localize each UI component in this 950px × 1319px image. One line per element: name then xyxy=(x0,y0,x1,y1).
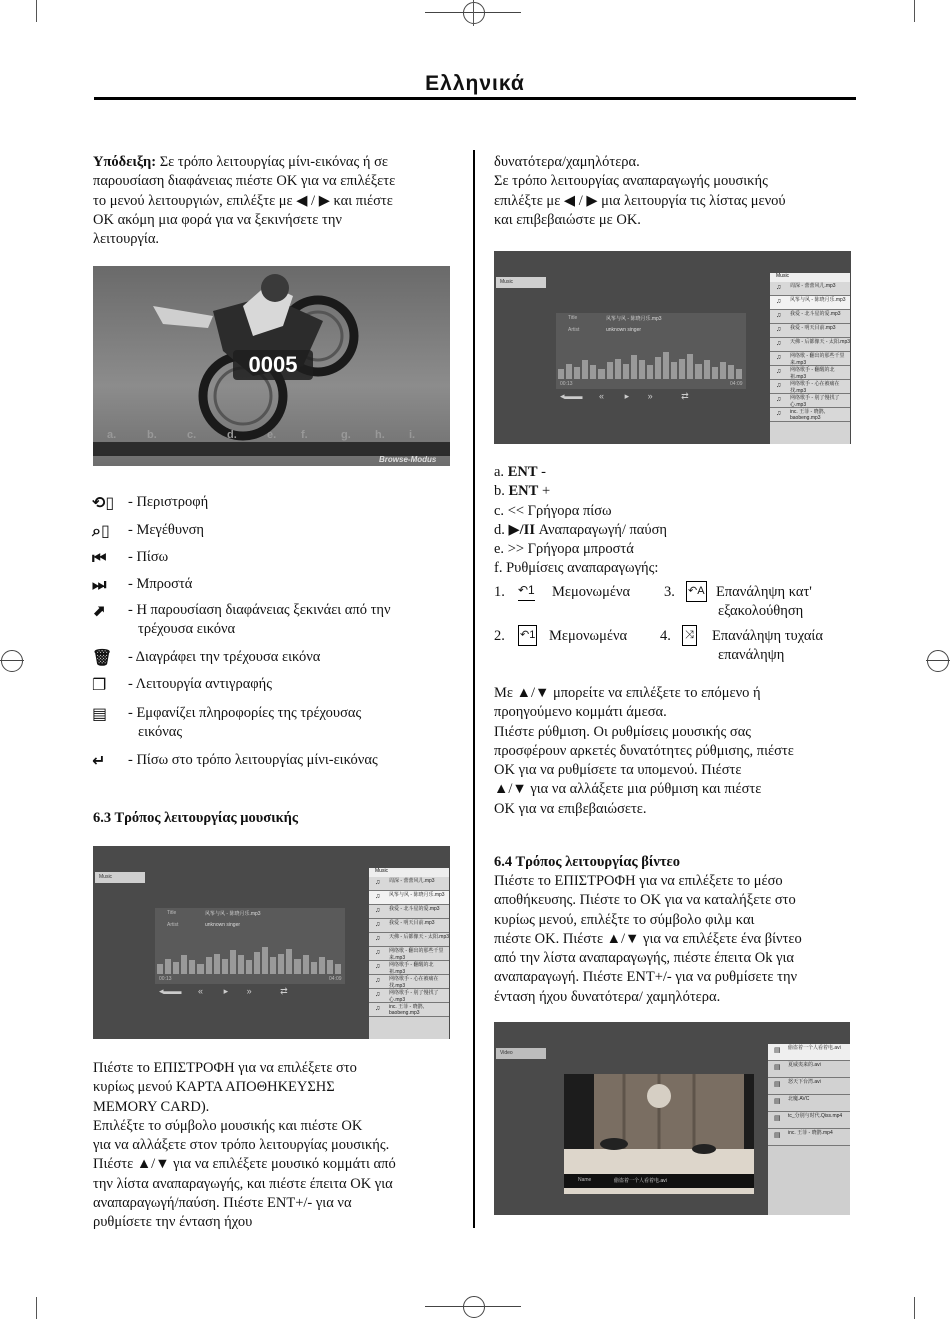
file-name: tc_分别与时代.Qiss.mp4 xyxy=(788,1113,843,1119)
playlist-track[interactable] xyxy=(770,310,850,324)
music-player-screenshot-left xyxy=(93,846,450,1039)
equalizer-bar xyxy=(655,357,661,379)
music-note-icon: ♫ xyxy=(776,410,782,417)
equalizer-bar xyxy=(319,957,325,974)
file-name: 偷盗着一个人看着电.avi xyxy=(788,1045,841,1051)
equalizer-bar xyxy=(335,964,341,974)
music-playlist xyxy=(369,868,449,1039)
repeat-one-icon: ↶1 xyxy=(518,625,537,646)
playlist-track[interactable] xyxy=(369,1003,449,1017)
music-note-icon: ♫ xyxy=(776,340,782,347)
playlist-track[interactable] xyxy=(770,282,850,296)
function-letter: b. xyxy=(147,429,157,441)
playlist-track[interactable] xyxy=(770,408,850,422)
music-tab: Music xyxy=(496,277,546,288)
hint-line: παρουσίαση διαφάνειας πιέστε OK για να επιλέξετε xyxy=(93,173,396,190)
track-title: inc. 王菲 - 晓鹊, baobeng.mp3 xyxy=(790,409,826,421)
video-file[interactable] xyxy=(768,1112,850,1129)
legend-rotate: ⟲▯ - Περιστροφή xyxy=(92,493,209,512)
video-paragraph xyxy=(494,872,854,1007)
title-label: Title xyxy=(568,315,578,321)
playlist-track[interactable] xyxy=(770,338,850,352)
time-end: 04:09 xyxy=(730,381,743,387)
track-title: 网络歌手 - 心在被痛在找.mp3 xyxy=(790,381,840,394)
music-tab: Music xyxy=(95,872,145,883)
video-player-screenshot xyxy=(494,1022,850,1215)
column-divider xyxy=(473,150,475,1228)
repeat-mode-1: 1. ↶1 Μεμονωμένα xyxy=(494,583,631,600)
equalizer xyxy=(558,345,744,379)
file-name: 夏威夷来的.avi xyxy=(788,1062,821,1068)
control-list xyxy=(494,463,854,579)
music-note-icon: ♫ xyxy=(776,312,782,319)
function-bar xyxy=(93,442,450,456)
equalizer-bar xyxy=(262,947,268,974)
equalizer-bar xyxy=(246,960,252,974)
time-end: 04:09 xyxy=(329,976,342,982)
legend-delete: 🗑 - Διαγράφει την τρέχουσα εικόνα xyxy=(92,648,321,667)
repeat-icon[interactable]: ⇄ xyxy=(280,986,288,996)
video-file[interactable] xyxy=(768,1044,850,1061)
legend-copy: ❐ - Λειτουργία αντιγραφής xyxy=(92,675,272,694)
registration-line xyxy=(425,1306,521,1307)
next-icon: ⏭ xyxy=(92,575,107,594)
equalizer-bar xyxy=(615,359,621,379)
equalizer-bar xyxy=(574,367,580,379)
list-item: a. ENT - xyxy=(494,464,546,480)
track-title: 网络歌手 - 心在被痛在找.mp3 xyxy=(389,976,439,989)
video-file[interactable] xyxy=(768,1078,850,1095)
registration-mark xyxy=(463,2,485,24)
music-note-icon: ♫ xyxy=(375,1005,381,1012)
text-line: Επιλέξτε το σύμβολο μουσικής και πιέστε OK xyxy=(93,1117,363,1134)
film-icon: ▤ xyxy=(774,1132,781,1139)
track-title: 我爱 - 明天目前.mp3 xyxy=(389,920,435,926)
playlist-track[interactable] xyxy=(770,324,850,338)
music-note-icon: ♫ xyxy=(776,326,782,333)
equalizer-bar xyxy=(728,365,734,379)
text-line: ένταση ήχου δυνατότερα/ χαμηλότερα. xyxy=(494,988,721,1005)
track-title: 网络歌手 - 翻醒的北祖.mp3 xyxy=(790,367,835,380)
image-counter: 0005 xyxy=(233,350,313,380)
rewind-icon[interactable]: « xyxy=(599,391,605,401)
text-line: OK για να επιβεβαιώσετε. xyxy=(494,800,647,817)
text-line: επιλέξτε με ◀ / ▶ μια λειτουργία τις λίστας μενού xyxy=(494,192,786,209)
legend-next: ⏭ - Μπροστά xyxy=(92,575,193,594)
equalizer-bar xyxy=(230,950,236,974)
text-line: MEMORY CARD). xyxy=(93,1098,210,1115)
music-note-icon: ♫ xyxy=(776,368,782,375)
music-note-icon: ♫ xyxy=(776,354,782,361)
equalizer-bar xyxy=(294,959,300,974)
music-paragraph xyxy=(93,1059,453,1233)
text-line: αποθήκευσης. Πιέστε το OK για να καταλήξετε στο xyxy=(494,892,796,909)
list-item: d. ▶/II Αναπαραγωγή/ παύση xyxy=(494,521,667,538)
equalizer-bar xyxy=(173,962,179,974)
text-line: αναπαραγωγή/παύση. Πιέστε ENT+/- για να xyxy=(93,1195,352,1212)
time-start: 00:13 xyxy=(159,976,172,982)
repeat-icon[interactable]: ⇄ xyxy=(681,391,689,401)
track-title: 网络歌 - 翻出的那些千里来.mp3 xyxy=(389,948,444,961)
text-line: Πιέστε ρύθμιση. Οι ρυθμίσεις μουσικής σας xyxy=(494,723,752,740)
copy-icon: ❐ xyxy=(92,675,107,694)
legend-previous: ⏮ - Πίσω xyxy=(92,548,169,567)
text-line: Πιέστε το ΕΠΙΣΤΡΟΦΗ για να επιλέξετε το μέσο xyxy=(494,873,783,889)
playlist-track[interactable] xyxy=(369,919,449,933)
file-name: 北魔.AVC xyxy=(788,1096,810,1102)
equalizer-bar xyxy=(663,352,669,379)
legend-slideshow: ⬈ - Η παρουσίαση διαφάνειας ξεκινάει από την τρέχουσα εικόνα xyxy=(92,601,391,637)
list-item: f. Ρυθμίσεις αναπαραγωγής: xyxy=(494,560,659,577)
equalizer-bar xyxy=(704,360,710,379)
repeat-mode-3: 3. ↶A Επανάληψη κατ' εξακολούθηση xyxy=(664,583,854,623)
film-icon: ▤ xyxy=(774,1081,781,1088)
text-line: από την λίστα αναπαραγωγής, πιέστε έπειτα Ok για xyxy=(494,950,794,967)
video-filelist xyxy=(768,1044,850,1215)
equalizer-bar xyxy=(736,369,742,379)
video-tab: Video xyxy=(496,1048,546,1059)
text-line: Σε τρόπο λειτουργίας αναπαραγωγής μουσικής xyxy=(494,173,768,190)
playlist-track[interactable] xyxy=(369,989,449,1003)
equalizer-bar xyxy=(214,954,220,974)
equalizer-bar xyxy=(639,360,645,379)
function-letter: a. xyxy=(107,429,117,441)
artist-value: unknown singer xyxy=(606,327,642,333)
music-player-screenshot-right xyxy=(494,251,851,444)
text-line: αναπαραγωγή. Πιέστε ENT+/- για να ρυθμίσετε την xyxy=(494,969,798,986)
music-note-icon: ♫ xyxy=(375,949,381,956)
registration-line xyxy=(473,0,474,26)
video-file[interactable] xyxy=(768,1095,850,1112)
text-line: ρυθμίσετε την ένταση ήχου xyxy=(93,1214,253,1231)
play-icon[interactable]: ▸ xyxy=(624,391,630,401)
track-title: 风筝与风 - 陈晓月乐.mp3 xyxy=(790,297,846,303)
playlist-track[interactable] xyxy=(770,366,850,380)
video-caption-bar xyxy=(564,1174,754,1188)
playlist-track[interactable] xyxy=(770,394,850,408)
list-item: c. << Γρήγορα πίσω xyxy=(494,502,612,519)
header-rule xyxy=(94,97,856,100)
playlist-track[interactable] xyxy=(369,975,449,989)
playlist-track[interactable] xyxy=(369,877,449,891)
equalizer-bar xyxy=(254,952,260,974)
equalizer-bar xyxy=(607,362,613,379)
text-line: και επιβεβαιώστε με OK. xyxy=(494,211,641,228)
crop-mark xyxy=(36,0,37,22)
track-title: 网络歌手 - 别了慢找了心.mp3 xyxy=(790,395,840,408)
hint-paragraph xyxy=(93,153,453,249)
info-icon: ▤ xyxy=(92,704,108,723)
caption-value: 偷盗着一个人看着电.avi xyxy=(614,1178,667,1184)
film-icon: ▤ xyxy=(774,1064,781,1071)
repeat-off-icon: ↶1 xyxy=(518,581,535,601)
zoom-icon: ⌕▯ xyxy=(92,521,110,540)
file-name: inc. 王菲 - 晓鹊.mp4 xyxy=(788,1130,833,1136)
track-title: 网络歌 - 翻出的那些千里来.mp3 xyxy=(790,353,845,366)
function-letter: g. xyxy=(341,429,351,441)
function-letter: d. xyxy=(227,429,237,441)
music-playlist xyxy=(770,273,850,444)
selection-paragraph xyxy=(494,684,854,819)
film-icon: ▤ xyxy=(774,1047,781,1054)
track-title: 我爱 - 北斗星的爱.mp3 xyxy=(389,906,440,912)
function-letter: i. xyxy=(409,429,416,441)
title-value: 风筝与风 - 陈晓月乐.mp3 xyxy=(205,911,261,917)
function-letter: f. xyxy=(301,429,308,441)
playlist-track[interactable] xyxy=(369,961,449,975)
text-line: Με ▲/▼ μπορείτε να επιλέξετε το επόμενο ή xyxy=(494,685,761,701)
text-line: OK για να ρυθμίσετε τα υπομενού. Πιέστε xyxy=(494,762,742,779)
music-note-icon: ♫ xyxy=(375,893,381,900)
legend-info: ▤ - Εμφανίζει πληροφορίες της τρέχουσας εικόνας xyxy=(92,704,362,740)
equalizer-bar xyxy=(623,364,629,379)
text-line: κυρίως μενού, επιλέξτε το σύμβολο φιλμ και xyxy=(494,911,755,928)
playlist-track[interactable] xyxy=(369,905,449,919)
track-title: 风筝与风 - 陈晓月乐.mp3 xyxy=(389,892,445,898)
track-title: 周深 - 蕾蕾风儿.mp3 xyxy=(389,878,435,884)
track-title: 天佛 - 后都像天 - 太阳.mp3 xyxy=(389,934,450,940)
equalizer-bar xyxy=(286,949,292,975)
playlist-header: Music xyxy=(770,273,850,282)
fast-forward-icon[interactable]: » xyxy=(647,391,653,401)
equalizer-bar xyxy=(687,354,693,380)
hint-label: Υπόδειξη: xyxy=(93,154,157,170)
list-item: e. >> Γρήγορα μπροστά xyxy=(494,541,634,558)
rewind-icon[interactable]: « xyxy=(198,986,204,996)
equalizer-bar xyxy=(327,960,333,974)
track-title: 我爱 - 北斗星的爱.mp3 xyxy=(790,311,841,317)
legend-zoom: ⌕▯ - Μεγέθυνση xyxy=(92,521,205,540)
function-letter: e. xyxy=(267,429,277,441)
track-title: 网络歌手 - 翻醒的北祖.mp3 xyxy=(389,962,434,975)
fast-forward-icon[interactable]: » xyxy=(246,986,252,996)
playlist-track[interactable] xyxy=(770,296,850,310)
volume-icon[interactable]: ◂▬▬ xyxy=(159,986,182,996)
text-line: Πιέστε το ΕΠΙΣΤΡΟΦΗ για να επιλέξετε στο xyxy=(93,1060,357,1076)
equalizer-bar xyxy=(157,964,163,974)
playlist-track[interactable] xyxy=(369,891,449,905)
title-value: 风筝与风 - 陈晓月乐.mp3 xyxy=(606,316,662,322)
registration-mark xyxy=(927,650,949,672)
music-note-icon: ♫ xyxy=(375,935,381,942)
playlist-track[interactable] xyxy=(770,380,850,394)
text-line: Πιέστε ▲/▼ για να επιλέξετε μουσικό κομμάτι από xyxy=(93,1156,396,1173)
track-title: 天佛 - 后都像天 - 太阳.mp3 xyxy=(790,339,851,345)
playlist-track[interactable] xyxy=(369,933,449,947)
hint-text: Σε τρόπο λειτουργίας μίνι-εικόνας ή σε xyxy=(159,154,388,170)
film-icon: ▤ xyxy=(774,1115,781,1122)
music-intro-paragraph xyxy=(494,153,854,230)
video-file[interactable] xyxy=(768,1061,850,1078)
function-letter: c. xyxy=(187,429,197,441)
mode-label: Browse-Modus xyxy=(379,455,437,464)
equalizer-bar xyxy=(222,959,228,974)
equalizer-bar xyxy=(270,957,276,974)
text-line: την λίστα αναπαραγωγής, και πιέστε έπειτα OK για xyxy=(93,1175,393,1192)
track-title: 周深 - 蕾蕾风儿.mp3 xyxy=(790,283,836,289)
text-line: κυρίως μενού ΚΑΡΤΑ ΑΠΟΘΗΚΕΥΣΗΣ xyxy=(93,1079,335,1096)
equalizer-bar xyxy=(695,364,701,379)
registration-line xyxy=(0,660,24,661)
transport-controls xyxy=(560,391,740,402)
text-line: δυνατότερα/χαμηλότερα. xyxy=(494,154,640,170)
track-title: 我爱 - 明天目前.mp3 xyxy=(790,325,836,331)
registration-line xyxy=(926,660,950,661)
hint-line: OK ακόμη μια φορά για να ξεκινήσετε την xyxy=(93,211,342,228)
playlist-track[interactable] xyxy=(369,947,449,961)
equalizer-bar xyxy=(189,960,195,974)
hint-line: το μενού λειτουργιών, επιλέξτε με ◀ / ▶ και πιέστε xyxy=(93,192,393,209)
equalizer-bar xyxy=(566,364,572,379)
playlist-header: Music xyxy=(369,868,449,877)
equalizer-bar xyxy=(311,962,317,974)
file-name: 怒天下台湾.avi xyxy=(788,1079,821,1085)
equalizer-bar xyxy=(238,955,244,974)
section-heading-music: 6.3 Τρόπος λειτουργίας μουσικής xyxy=(93,810,299,826)
time-start: 00:13 xyxy=(560,381,573,387)
page-title: Ελληνικά xyxy=(425,72,525,95)
text-line: προσφέρουν αρκετές δυνατότητες ρύθμισης, πιέστε xyxy=(494,742,794,759)
equalizer-bar xyxy=(647,365,653,379)
transport-controls xyxy=(159,986,339,997)
photo-viewer-screenshot xyxy=(93,266,450,466)
equalizer-bar xyxy=(712,367,718,379)
text-line: προηγούμενο κομμάτι άμεσα. xyxy=(494,704,667,721)
delete-icon: 🗑 xyxy=(92,648,113,667)
text-line: για να αλλάξετε στον τρόπο λειτουργίας μουσικής. xyxy=(93,1137,390,1154)
repeat-mode-2: 2. ↶1 Μεμονωμένα xyxy=(494,627,664,647)
section-heading-video: 6.4 Τρόπος λειτουργίας βίντεο xyxy=(494,854,680,870)
artist-value: unknown singer xyxy=(205,922,241,928)
track-title: 网络歌手 - 别了慢找了心.mp3 xyxy=(389,990,439,1003)
list-item: b. ENT + xyxy=(494,483,551,500)
previous-icon: ⏮ xyxy=(92,548,107,567)
music-note-icon: ♫ xyxy=(375,907,381,914)
equalizer-bar xyxy=(582,360,588,379)
equalizer-bar xyxy=(206,957,212,974)
crop-mark xyxy=(914,1297,915,1319)
return-icon: ↵ xyxy=(92,751,106,770)
hint-line: λειτουργία. xyxy=(93,231,160,248)
function-letter: h. xyxy=(375,429,385,441)
registration-mark xyxy=(1,650,23,672)
volume-icon[interactable]: ◂▬▬ xyxy=(560,391,583,401)
repeat-mode-4: 4. ⤨ Επανάληψη τυχαία επανάληψη xyxy=(660,627,854,667)
text-line: ▲/▼ για να αλλάξετε μια ρύθμιση και πιέστε xyxy=(494,781,762,798)
rotate-icon: ⟲▯ xyxy=(92,493,115,512)
track-title: inc. 王菲 - 晓鹊, baobeng.mp3 xyxy=(389,1004,425,1016)
equalizer-bar xyxy=(165,959,171,974)
title-label: Title xyxy=(167,910,177,916)
film-icon: ▤ xyxy=(774,1098,781,1105)
equalizer-bar xyxy=(590,365,596,379)
equalizer xyxy=(157,940,343,974)
play-icon[interactable]: ▸ xyxy=(223,986,229,996)
slideshow-icon: ⬈ xyxy=(92,601,106,620)
music-note-icon: ♫ xyxy=(375,991,381,998)
playlist-track[interactable] xyxy=(770,352,850,366)
music-note-icon: ♫ xyxy=(776,382,782,389)
equalizer-bar xyxy=(679,359,685,379)
caption-label: Name xyxy=(578,1177,592,1183)
music-note-icon: ♫ xyxy=(776,284,782,291)
equalizer-bar xyxy=(598,369,604,379)
artist-label: Artist xyxy=(167,922,179,928)
music-note-icon: ♫ xyxy=(776,396,782,403)
equalizer-bar xyxy=(671,362,677,379)
crop-mark xyxy=(36,1297,37,1319)
legend-return: ↵ - Πίσω στο τρόπο λειτουργίας μίνι-εικόνας xyxy=(92,751,378,770)
music-note-icon: ♫ xyxy=(375,879,381,886)
equalizer-bar xyxy=(181,955,187,974)
equalizer-bar xyxy=(558,369,564,379)
shuffle-icon: ⤨ xyxy=(682,625,697,646)
equalizer-bar xyxy=(278,954,284,974)
music-note-icon: ♫ xyxy=(375,963,381,970)
equalizer-bar xyxy=(631,355,637,379)
music-note-icon: ♫ xyxy=(375,977,381,984)
music-note-icon: ♫ xyxy=(776,298,782,305)
music-note-icon: ♫ xyxy=(375,921,381,928)
registration-mark xyxy=(463,1296,485,1318)
artist-label: Artist xyxy=(568,327,580,333)
repeat-all-icon: ↶A xyxy=(686,581,707,602)
equalizer-bar xyxy=(720,362,726,379)
text-line: πιέστε OK. Πιέστε ▲/▼ για να επιλέξετε ένα βίντεο xyxy=(494,930,802,947)
crop-mark xyxy=(914,0,915,22)
video-file[interactable] xyxy=(768,1129,850,1146)
equalizer-bar xyxy=(197,964,203,974)
equalizer-bar xyxy=(303,955,309,974)
